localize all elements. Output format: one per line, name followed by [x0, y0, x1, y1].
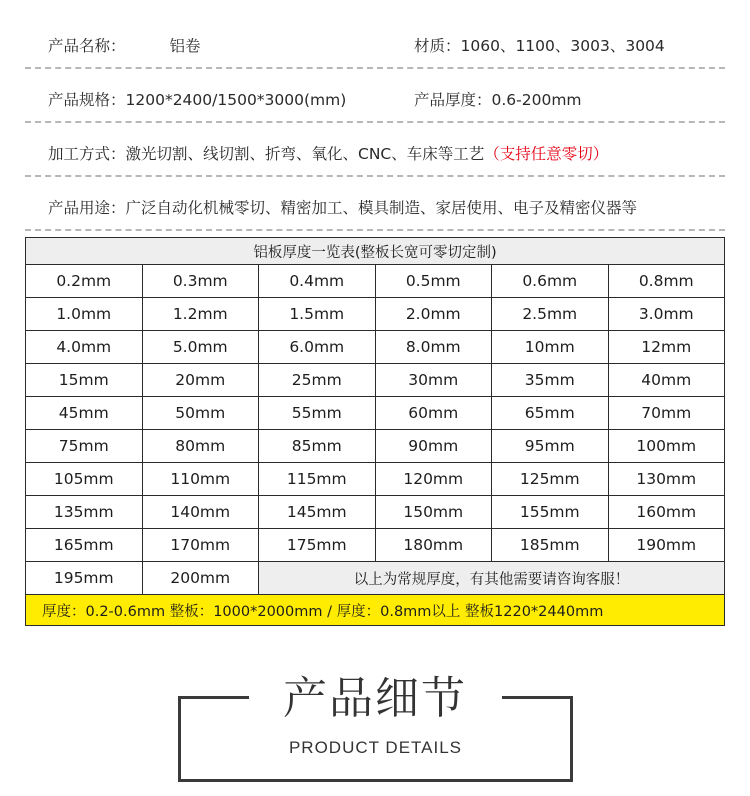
process-text: 加工方式：激光切割、线切割、折弯、氧化、CNC、车床等工艺: [48, 145, 485, 163]
thickness-cell: 195mm: [26, 562, 143, 595]
info-row-spec: [25, 69, 725, 123]
thickness-cell: 3.0mm: [608, 298, 725, 331]
table-row: [26, 562, 725, 595]
thickness-cell: 135mm: [26, 496, 143, 529]
thickness-cell: 6.0mm: [259, 331, 376, 364]
thickness-cell: 25mm: [259, 364, 376, 397]
thickness-cell: 115mm: [259, 463, 376, 496]
thickness-cell: 60mm: [375, 397, 492, 430]
thickness-cell: 120mm: [375, 463, 492, 496]
material-text: 材质：1060、1100、3003、3004: [414, 37, 665, 55]
table-row: [26, 331, 725, 364]
thickness-cell: 30mm: [375, 364, 492, 397]
thickness-cell: 70mm: [608, 397, 725, 430]
thickness-cell: 110mm: [142, 463, 259, 496]
product-name-value: 铝卷: [169, 37, 201, 55]
thickness-cell: 35mm: [492, 364, 609, 397]
thickness-text: 产品厚度：0.6-200mm: [414, 91, 582, 109]
table-row: [26, 463, 725, 496]
thickness-cell: 180mm: [375, 529, 492, 562]
table-row: [26, 397, 725, 430]
table-row: [26, 265, 725, 298]
table-title: 铝板厚度一览表(整板长宽可零切定制): [26, 238, 725, 265]
thickness-cell: 65mm: [492, 397, 609, 430]
thickness-cell: 0.8mm: [608, 265, 725, 298]
thickness-cell: 12mm: [608, 331, 725, 364]
thickness-cell: 160mm: [608, 496, 725, 529]
thickness-cell: 90mm: [375, 430, 492, 463]
thickness-cell: 125mm: [492, 463, 609, 496]
table-row: [26, 529, 725, 562]
thickness-cell: 10mm: [492, 331, 609, 364]
table-note: 以上为常规厚度，有其他需要请咨询客服！: [259, 562, 725, 595]
details-subtitle: PRODUCT DETAILS: [288, 738, 463, 757]
thickness-cell: 155mm: [492, 496, 609, 529]
thickness-cell: 170mm: [142, 529, 259, 562]
thickness-cell: 80mm: [142, 430, 259, 463]
thickness-cell: 0.5mm: [375, 265, 492, 298]
thickness-cell: 2.5mm: [492, 298, 609, 331]
thickness-cell: 2.0mm: [375, 298, 492, 331]
table-footer: 厚度：0.2-0.6mm 整板：1000*2000mm / 厚度：0.8mm以上 整板1220*2440mm: [26, 595, 725, 626]
info-row-usage: [25, 177, 725, 231]
spec-text: 产品规格：1200*2400/1500*3000(mm): [48, 91, 347, 109]
thickness-cell: 95mm: [492, 430, 609, 463]
table-footer-row: [26, 595, 725, 626]
thickness-cell: 130mm: [608, 463, 725, 496]
thickness-cell: 145mm: [259, 496, 376, 529]
product-name-label: 产品名称：: [48, 37, 126, 55]
thickness-cell: 55mm: [259, 397, 376, 430]
info-row-process: [25, 123, 725, 177]
thickness-cell: 50mm: [142, 397, 259, 430]
thickness-cell: 0.4mm: [259, 265, 376, 298]
usage-text: 产品用途：广泛自动化机械零切、精密加工、模具制造、家居使用、电子及精密仪器等: [48, 199, 638, 217]
thickness-table: [25, 237, 725, 626]
thickness-cell: 0.3mm: [142, 265, 259, 298]
info-row-name: [25, 15, 725, 69]
thickness-cell: 100mm: [608, 430, 725, 463]
thickness-cell: 85mm: [259, 430, 376, 463]
thickness-cell: 15mm: [26, 364, 143, 397]
thickness-cell: 8.0mm: [375, 331, 492, 364]
thickness-cell: 1.0mm: [26, 298, 143, 331]
thickness-cell: 75mm: [26, 430, 143, 463]
thickness-cell: 165mm: [26, 529, 143, 562]
thickness-cell: 1.5mm: [259, 298, 376, 331]
thickness-cell: 40mm: [608, 364, 725, 397]
details-title: 产品细节: [283, 673, 467, 724]
table-row: [26, 496, 725, 529]
thickness-cell: 45mm: [26, 397, 143, 430]
thickness-cell: 190mm: [608, 529, 725, 562]
table-row: [26, 430, 725, 463]
thickness-cell: 150mm: [375, 496, 492, 529]
process-highlight: （支持任意零切）: [484, 145, 609, 163]
thickness-cell: 185mm: [492, 529, 609, 562]
table-row: [26, 298, 725, 331]
thickness-cell: 1.2mm: [142, 298, 259, 331]
thickness-cell: 200mm: [142, 562, 259, 595]
table-row: [26, 364, 725, 397]
thickness-cell: 0.6mm: [492, 265, 609, 298]
thickness-cell: 5.0mm: [142, 331, 259, 364]
thickness-cell: 175mm: [259, 529, 376, 562]
thickness-cell: 0.2mm: [26, 265, 143, 298]
thickness-cell: 20mm: [142, 364, 259, 397]
thickness-cell: 105mm: [26, 463, 143, 496]
thickness-cell: 4.0mm: [26, 331, 143, 364]
thickness-cell: 140mm: [142, 496, 259, 529]
